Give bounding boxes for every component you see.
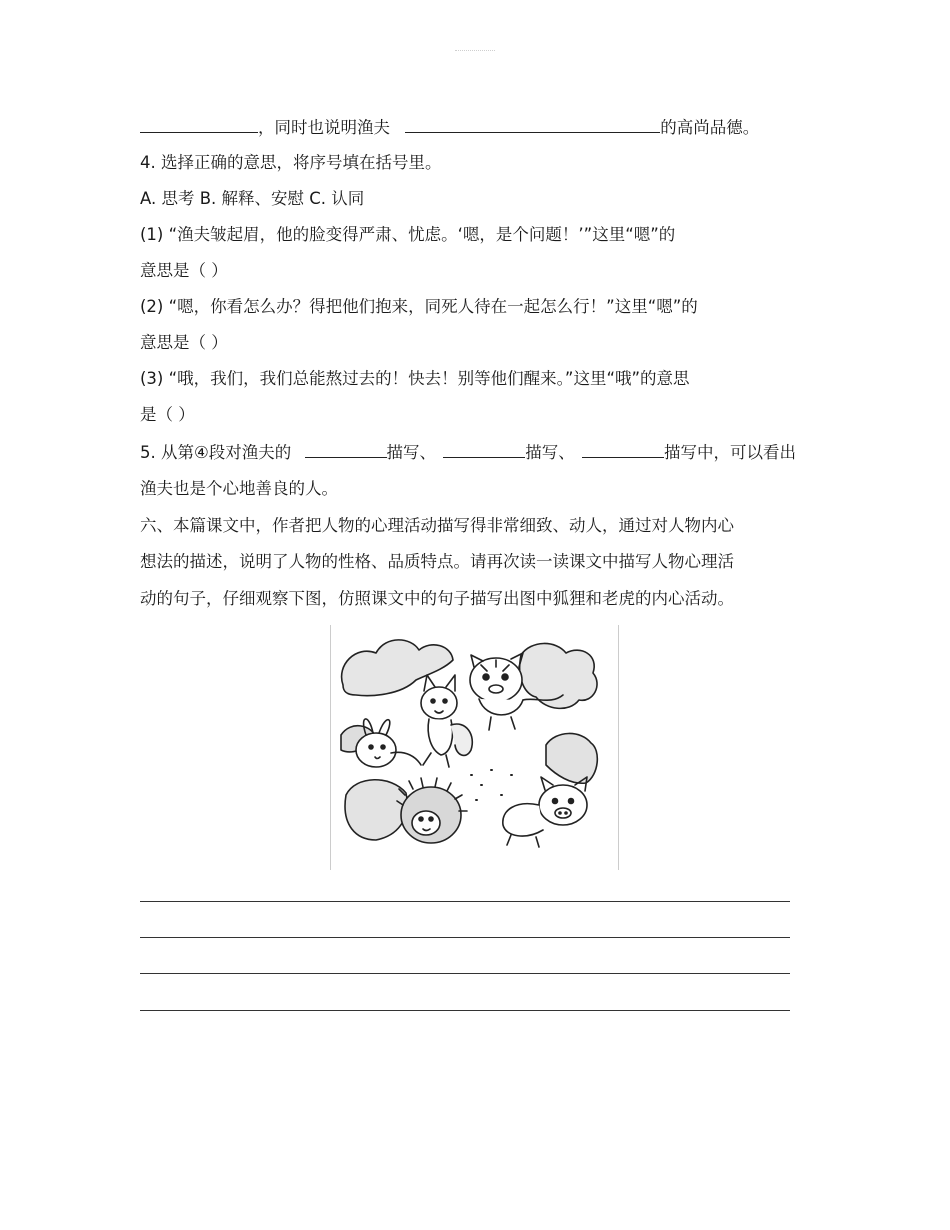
q5-line1 [140,441,796,464]
q4-item2-line2: 意思是（ ） [140,333,228,352]
animal-illustration-drawing [331,625,616,870]
page-top-mark [455,50,495,51]
answer-blank-1[interactable] [140,116,258,133]
answer-blank-2[interactable] [405,116,660,133]
writing-line-3[interactable] [140,973,790,974]
q4-item2-line1: (2) “嗯，你看怎么办？得把他们抱来，同死人待在一起怎么行！”这里“嗯”的 [140,297,698,316]
writing-line-4[interactable] [140,1010,790,1011]
q5-word-3: 描写中，可以看出 [664,443,797,462]
q5-line2: 渔夫也是个心地善良的人。 [140,479,338,498]
animal-illustration [330,625,619,870]
q5-blank-2[interactable] [443,441,525,458]
q4-item3-line1: (3) “哦，我们，我们总能熬过去的！快去！别等他们醒来。”这里“哦”的意思 [140,369,690,388]
writing-line-2[interactable] [140,937,790,938]
q6-line1: 六、本篇课文中，作者把人物的心理活动描写得非常细致、动人，通过对人物内心 [140,516,734,535]
q4-item1-line1: (1) “渔夫皱起眉，他的脸变得严肃、忧虑。‘嗯，是个问题！’”这里“嗯”的 [140,225,676,244]
q6-line2: 想法的描述，说明了人物的性格、品质特点。请再次读一读课文中描写人物心理活 [140,552,734,571]
q4-item3-line2: 是（ ） [140,405,195,424]
q5-prefix: 5. 从第④段对渔夫的 [140,443,292,462]
q5-blank-1[interactable] [305,441,387,458]
q4-options: A. 思考 B. 解释、安慰 C. 认同 [140,189,365,208]
q3-continuation-line [140,116,759,139]
q5-word-2: 描写、 [525,443,575,462]
q6-line3: 动的句子，仔细观察下图，仿照课文中的句子描写出图中狐狸和老虎的内心活动。 [140,589,734,608]
q3-end-text: 的高尚品德。 [660,118,760,137]
writing-line-1[interactable] [140,901,790,902]
q4-title: 4. 选择正确的意思，将序号填在括号里。 [140,153,442,172]
q3-mid-text: ，同时也说明渔夫 [258,118,390,137]
q4-item1-line2: 意思是（ ） [140,261,228,280]
q5-blank-3[interactable] [582,441,664,458]
q5-word-1: 描写、 [386,443,437,462]
